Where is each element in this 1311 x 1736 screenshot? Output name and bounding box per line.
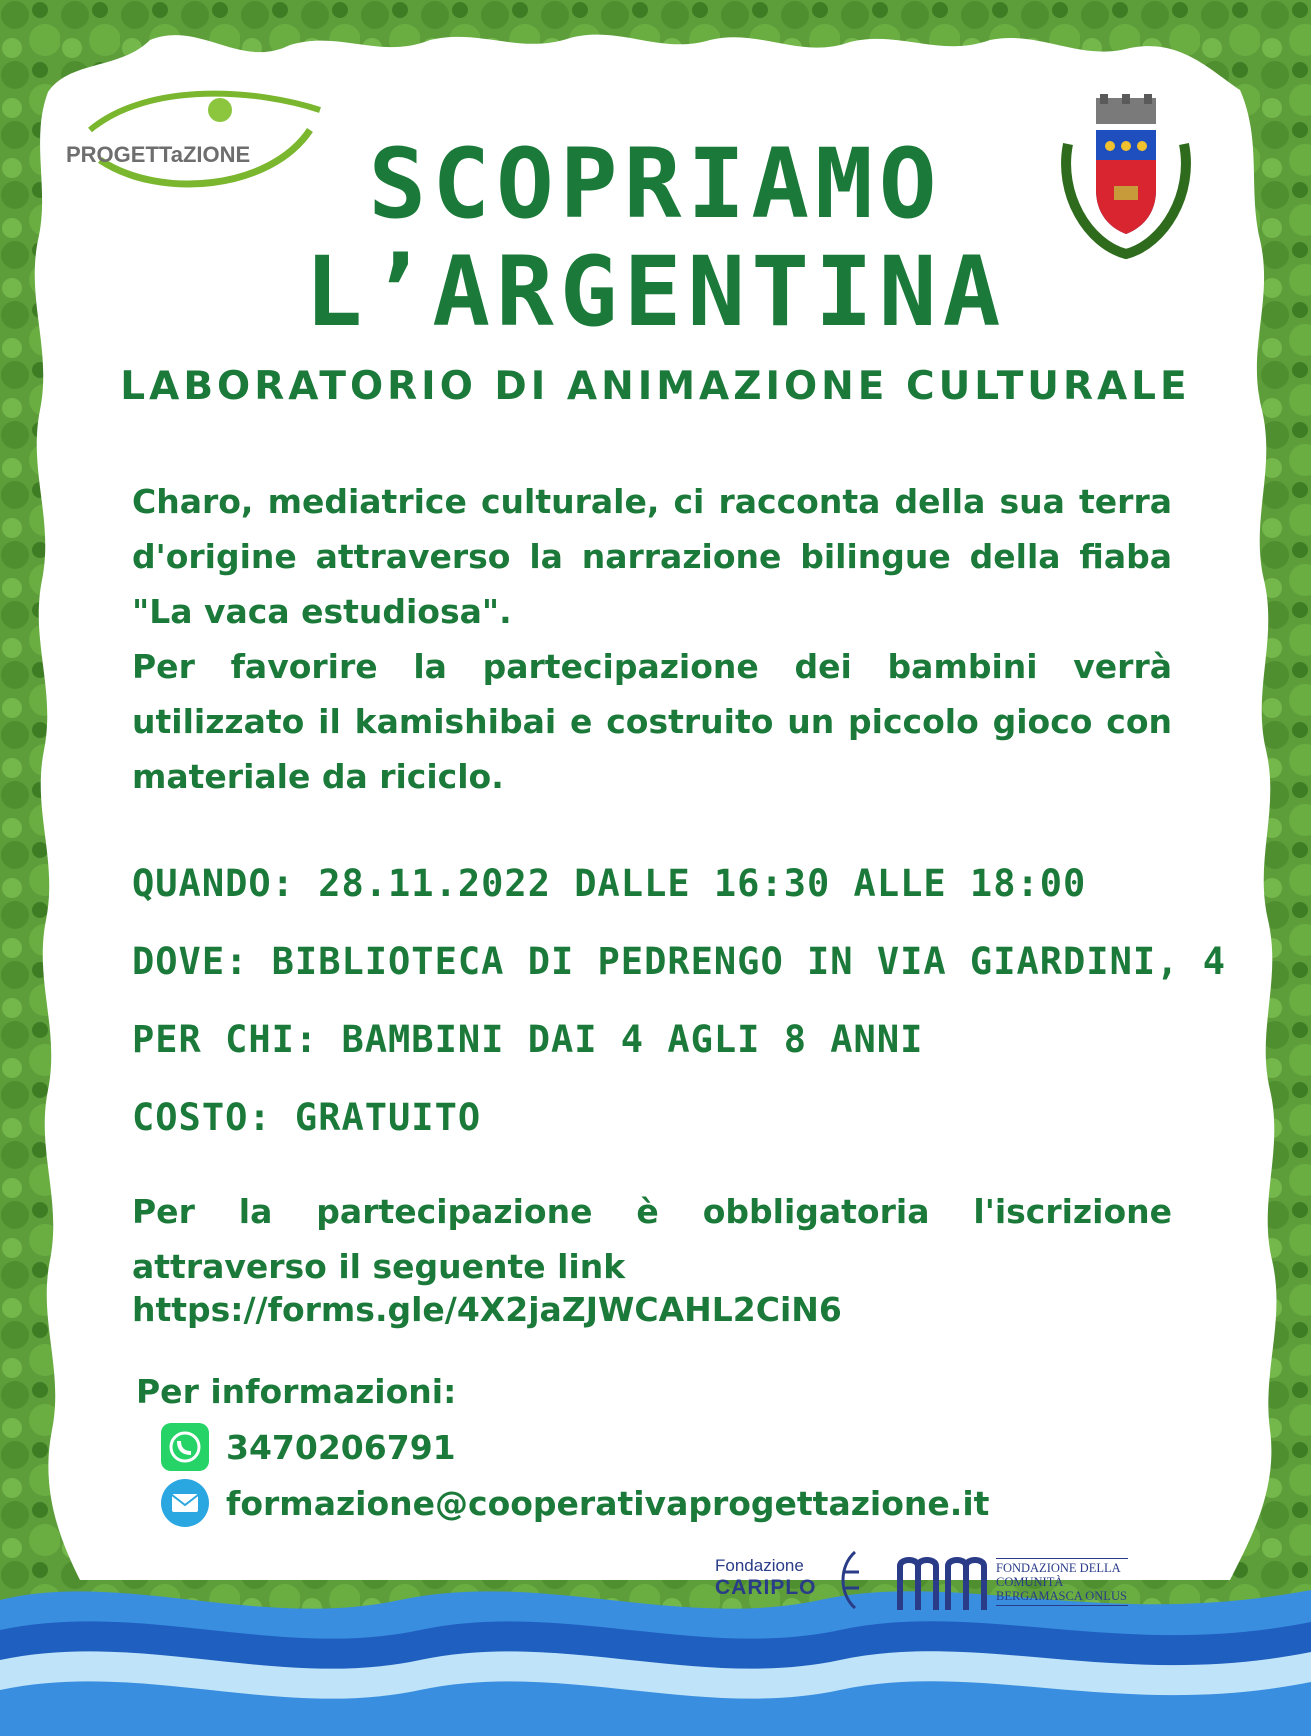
description-paragraph-2: Per favorire la partecipazione dei bambini verrà utilizzato il kamishibai e costruito un piccolo gioco con materiale da riciclo.	[132, 647, 1172, 796]
email-address: formazione@cooperativaprogettazione.it	[226, 1483, 990, 1523]
event-location: DOVE: BIBLIOTECA DI PEDRENGO IN VIA GIARDINI, 4	[132, 940, 1226, 983]
registration-link[interactable]: https://forms.gle/4X2jaZJWCAHL2CiN6	[132, 1290, 842, 1329]
bergamasca-foundation-logo	[896, 1552, 1128, 1614]
bergamasca-mark-icon	[896, 1552, 994, 1614]
mail-icon	[160, 1478, 210, 1528]
logo-text: PROGETTaZIONE	[66, 142, 251, 167]
cariplo-name: Fondazione	[715, 1556, 804, 1575]
event-date-time: QUANDO: 28.11.2022 DALLE 16:30 ALLE 18:00	[132, 862, 1087, 905]
bergamasca-text: FONDAZIONE DELLA COMUNITÀ BERGAMASCA ONLUS	[996, 1558, 1128, 1606]
subtitle: LABORATORIO DI ANIMAZIONE CULTURALE	[120, 364, 1191, 409]
info-heading: Per informazioni:	[136, 1372, 457, 1411]
email-contact[interactable]	[160, 1478, 989, 1528]
cariplo-brand: CARIPLO	[715, 1576, 817, 1599]
title-line-2: L’ARGENTINA	[304, 236, 1007, 348]
phone-contact[interactable]	[160, 1422, 456, 1472]
title-line-1: SCOPRIAMO	[368, 128, 943, 240]
event-audience: PER CHI: BAMBINI DAI 4 AGLI 8 ANNI	[132, 1018, 924, 1061]
event-cost: COSTO: GRATUITO	[132, 1096, 482, 1139]
registration-text: Per la partecipazione è obbligatoria l'iscrizione attraverso il seguente link	[132, 1192, 1172, 1286]
cariplo-logo	[715, 1548, 865, 1618]
description-paragraph-1: Charo, mediatrice culturale, ci racconta della sua terra d'origine attraverso la narrazione bilingue della fiaba "La vaca estudiosa".	[132, 482, 1172, 631]
cariplo-mark-icon	[833, 1548, 863, 1612]
phone-number: 3470206791	[226, 1427, 456, 1467]
whatsapp-icon	[160, 1422, 210, 1472]
